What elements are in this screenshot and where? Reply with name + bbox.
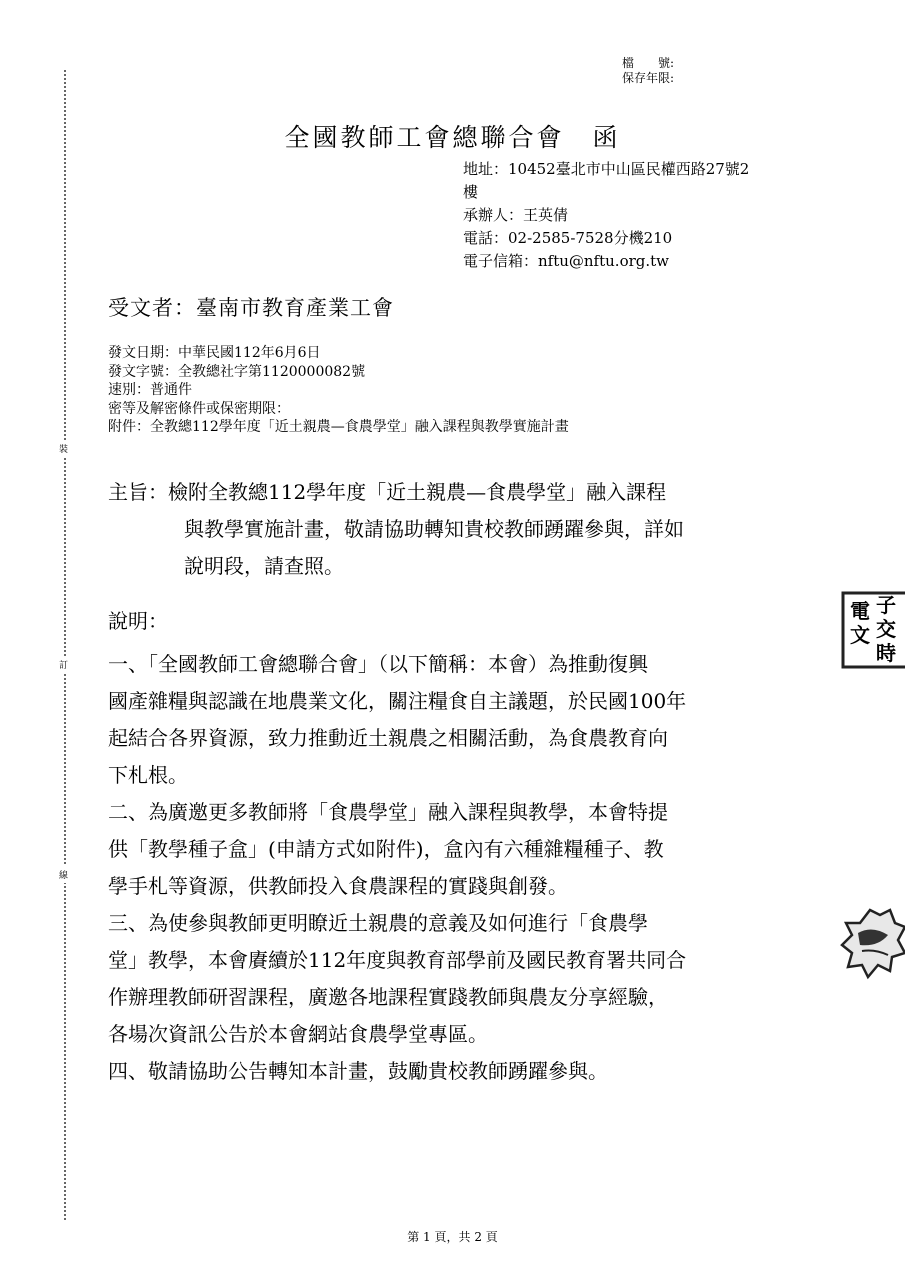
recipient: 受文者：臺南市教育產業工會 <box>108 296 394 320</box>
phone-line: 電話：02-2585-7528分機210 <box>463 229 673 247</box>
subject-line: 主旨：檢附全教總112學年度「近土親農—食農學堂」融入課程 <box>108 480 667 504</box>
binding-mark: 訂 <box>59 656 68 673</box>
secrecy: 密等及解密條件或保密期限： <box>108 400 290 417</box>
binding-line <box>64 70 66 1220</box>
body-line: 三、為使參與教師更明瞭近土親農的意義及如何進行「食農學 <box>108 911 648 935</box>
file-info <box>622 56 674 86</box>
retention-label: 保存年限: <box>622 71 675 85</box>
body-line: 四、敬請協助公告轉知本計畫，鼓勵貴校教師踴躍參與。 <box>108 1059 608 1083</box>
address-line: 樓 <box>463 183 479 201</box>
body-line: 各場次資訊公告於本會網站食農學堂專區。 <box>108 1022 488 1046</box>
body-line: 國產雜糧與認識在地農業文化，關注糧食自主議題，於民國100年 <box>108 689 687 713</box>
body-line: 堂」教學，本會賡續於112年度與教育部學前及國民教育署共同合 <box>108 948 687 972</box>
email-line: 電子信箱：nftu@nftu.org.tw <box>463 252 670 270</box>
file-no-label: 檔 號: <box>622 56 675 70</box>
subject-block <box>108 474 808 585</box>
handler-line: 承辦人：王英倩 <box>463 206 569 224</box>
body-line: 下札根。 <box>108 763 188 787</box>
stamp-char: 子 <box>876 593 896 617</box>
explanation-body <box>108 646 808 1090</box>
doc-number: 發文字號：全教總社字第1120000082號 <box>108 363 366 380</box>
body-line: 起結合各界資源，致力推動近土親農之相關活動，為食農教育向 <box>108 726 668 750</box>
body-line: 一、「全國教師工會總聯合會」（以下簡稱：本會）為推動復興 <box>108 652 648 676</box>
body-line: 作辦理教師研習課程，廣邀各地課程實踐教師與農友分享經驗， <box>108 985 668 1009</box>
e-doc-stamp <box>840 590 905 670</box>
meta-block <box>108 344 569 437</box>
subject-line: 說明段，請查照。 <box>184 554 344 578</box>
document-title: 全國教師工會總聯合會 函 <box>284 123 621 152</box>
page-footer: 第 1 頁，共 2 頁 <box>407 1230 498 1244</box>
issue-date: 發文日期：中華民國112年6月6日 <box>108 345 321 361</box>
body-line: 供「教學種子盒」(申請方式如附件)，盒內有六種雜糧種子、教 <box>108 837 664 861</box>
address-line: 地址：10452臺北市中山區民權西路27號2 <box>463 160 750 178</box>
stamp-char: 交 <box>876 617 896 641</box>
subject-line: 與教學實施計畫，敬請協助轉知貴校教師踴躍參與，詳如 <box>184 517 684 541</box>
explanation-heading: 說明： <box>108 609 168 633</box>
stamp-char: 電 <box>850 599 870 623</box>
attachment: 附件：全教總112學年度「近土親農—食農學堂」融入課程與教學實施計畫 <box>108 419 569 435</box>
body-line: 學手札等資源，供教師投入食農課程的實踐與創發。 <box>108 874 568 898</box>
seal-graphic <box>840 905 905 985</box>
binding-mark: 線 <box>59 866 68 883</box>
stamp-char: 時 <box>876 641 896 665</box>
stamp-char: 文 <box>850 623 870 647</box>
contact-block <box>463 158 808 273</box>
binding-mark: 裝 <box>59 440 68 457</box>
body-line: 二、為廣邀更多教師將「食農學堂」融入課程與教學，本會特提 <box>108 800 668 824</box>
speed: 速別：普通件 <box>108 382 192 398</box>
